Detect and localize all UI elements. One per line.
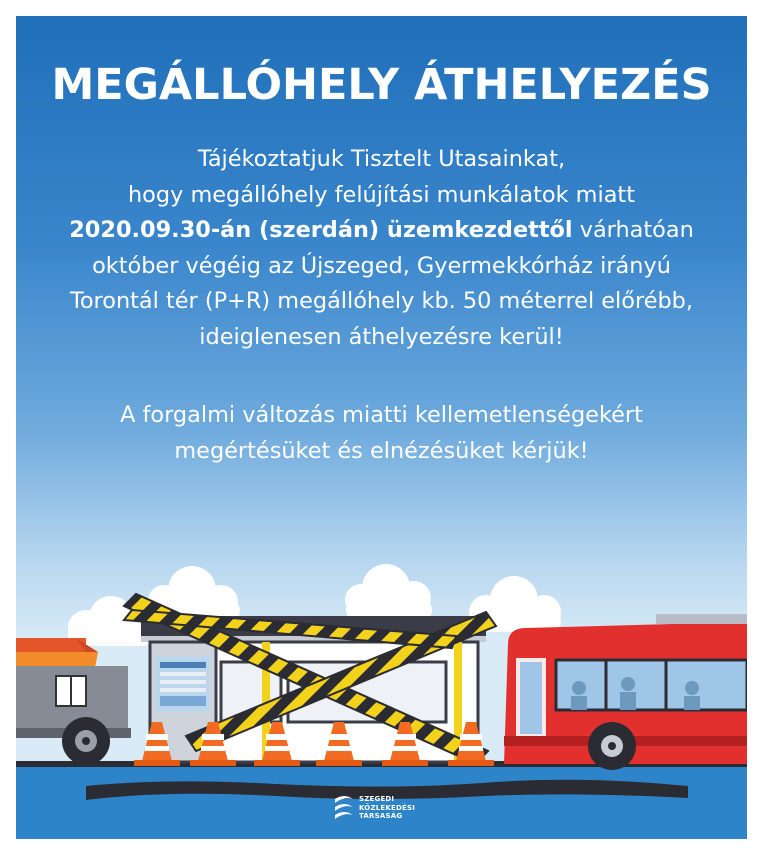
company-logo [333,788,415,828]
logo-line-1: SZEGEDI [359,795,395,804]
logo-line-3: TÁRSASÁG [359,812,403,821]
poster-title: MEGÁLLÓHELY ÁTHELYEZÉS [51,60,712,110]
closing-line-1: A forgalmi változás miatti kellemetlenségekért [120,402,643,428]
notice-line-4: október végéig az Újszeged, Gyermekkórház irányú [92,252,671,279]
bus-icon [504,614,747,770]
poster [16,16,747,839]
construction-scene [16,16,747,839]
notice-line-3-rest: várhatóan [572,217,694,243]
notice-line-2: hogy megállóhely felújítási munkálatok miatt [127,181,635,208]
tow-truck-icon [16,638,131,765]
notice-line-6: ideiglenesen áthelyezésre kerül! [199,323,564,350]
company-logo-text [359,795,415,821]
notice-date-bold: 2020.09.30-án (szerdán) üzemkezdettől [69,217,573,243]
notice-line-5: Torontál tér (P+R) megállóhely kb. 50 méterrel előrébb, [69,288,694,314]
notice-line-1: Tájékoztatjuk Tisztelt Utasainkat, [197,146,566,172]
cloud-icon [345,564,432,621]
company-logo-icon [333,793,355,823]
closing-line-2: megértésüket és elnézésüket kérjük! [174,438,589,464]
logo-line-2: KÖZLEKEDÉSI [359,803,416,812]
